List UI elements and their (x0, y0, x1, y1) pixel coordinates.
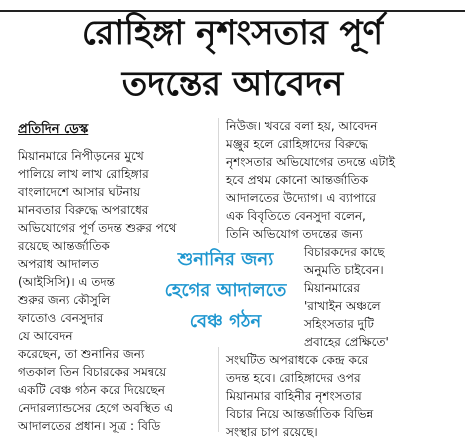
right-column-line: 'রাখাইন অঞ্চলে (304, 299, 381, 313)
left-column-line: আদালতের প্রধান। সূত্র : বিডি (18, 419, 161, 433)
right-column-line: মিয়ানমারের (304, 281, 360, 295)
right-column-line: বিচারকদের কাছে (304, 245, 385, 259)
right-column-line: নৃশংসতার অভিযোগের তদন্তে এটাই (226, 155, 395, 169)
right-column-line: হবে প্রথম কোনো আন্তর্জাতিক (226, 173, 369, 187)
top-border-rule (0, 0, 465, 12)
left-column-line: মানবতার বিরুদ্ধে অপরাধের (18, 203, 149, 217)
right-column-line: সংঘটিত অপরাধকে কেন্দ্র করে (226, 353, 369, 367)
pull-quote-line-1: শুনানির জন্য (177, 249, 274, 270)
right-column-line: বিচার নিয়ে আন্তর্জাতিক বিভিন্ন (226, 407, 374, 421)
left-column-line: করেছেন, তা শুনানির জন্য (18, 347, 145, 361)
right-column-line: প্রবাহের প্রেক্ষিতে' (304, 335, 389, 349)
right-column-line: এক বিবৃতিতে বেনসুদা বলেন, (226, 209, 366, 223)
right-column-line: মিয়ানমার বাহিনীর নৃশংসতার (226, 389, 362, 403)
right-column-line: তিনি অভিযোগ তদন্তের জন্য (226, 227, 363, 241)
pull-quote-line-2: হেগের আদালতে (164, 280, 287, 301)
right-column-line: সংস্থার চাপ রয়েছে। (226, 425, 318, 438)
left-column-line: পালিয়ে লাখ লাখ রোহিঙ্গার (18, 167, 149, 181)
right-column-line: নিউজ। খবরে বলা হয়, আবেদন (226, 119, 378, 133)
pull-quote (154, 243, 297, 347)
left-column-line: অপরাধ আদালত (18, 257, 99, 271)
headline-line-1: রোহিঙ্গা নৃশংসতার পূর্ণ (81, 13, 384, 53)
headline-line-2: তদন্তের আবেদন (121, 64, 344, 104)
right-column-line: আদালতের উদ্যোগ। এ ব্যাপারে (226, 191, 376, 205)
pull-quote-line-3: বেঞ্চ গঠন (189, 311, 262, 332)
left-column-line: অভিযোগের পূর্ণ তদন্ত শুরুর পথে (18, 221, 177, 235)
left-column-line: গতকাল তিন বিচারকের সমন্বয়ে (18, 365, 167, 379)
right-column-line: তদন্ত হবে। রোহিঙ্গাদের ওপর (226, 371, 361, 385)
left-column-line: একটি বেঞ্চ গঠন করে দিয়েছেন (18, 383, 165, 397)
left-column-line: যে আবেদন (18, 329, 73, 343)
left-column-line: রয়েছে আন্তর্জাতিক (18, 239, 110, 253)
right-column-line: মঞ্জুর হলে রোহিঙ্গাদের বিরুদ্ধে (226, 137, 368, 151)
left-column-line: শুরুর জন্য কৌসুলি (18, 293, 111, 307)
right-column-line: সহিংসতার দুটি (304, 317, 374, 331)
left-column-line: (আইসিসি)। এ তদন্ত (18, 275, 115, 289)
left-column-line: বাংলাদেশে আসার ঘটনায় (18, 185, 141, 199)
byline: প্রতিদিন ডেস্ক (18, 122, 89, 137)
left-column-line: ফাতোও বেনসুদার (18, 311, 104, 325)
right-column-line: অনুমতি চাইবেন। (304, 263, 384, 277)
left-column-line: মিয়ানমারে নিপীড়নের মুখে (18, 149, 144, 163)
left-column-line: নেদারল্যান্ডসের হেগে অবস্থিত এ (18, 401, 174, 415)
